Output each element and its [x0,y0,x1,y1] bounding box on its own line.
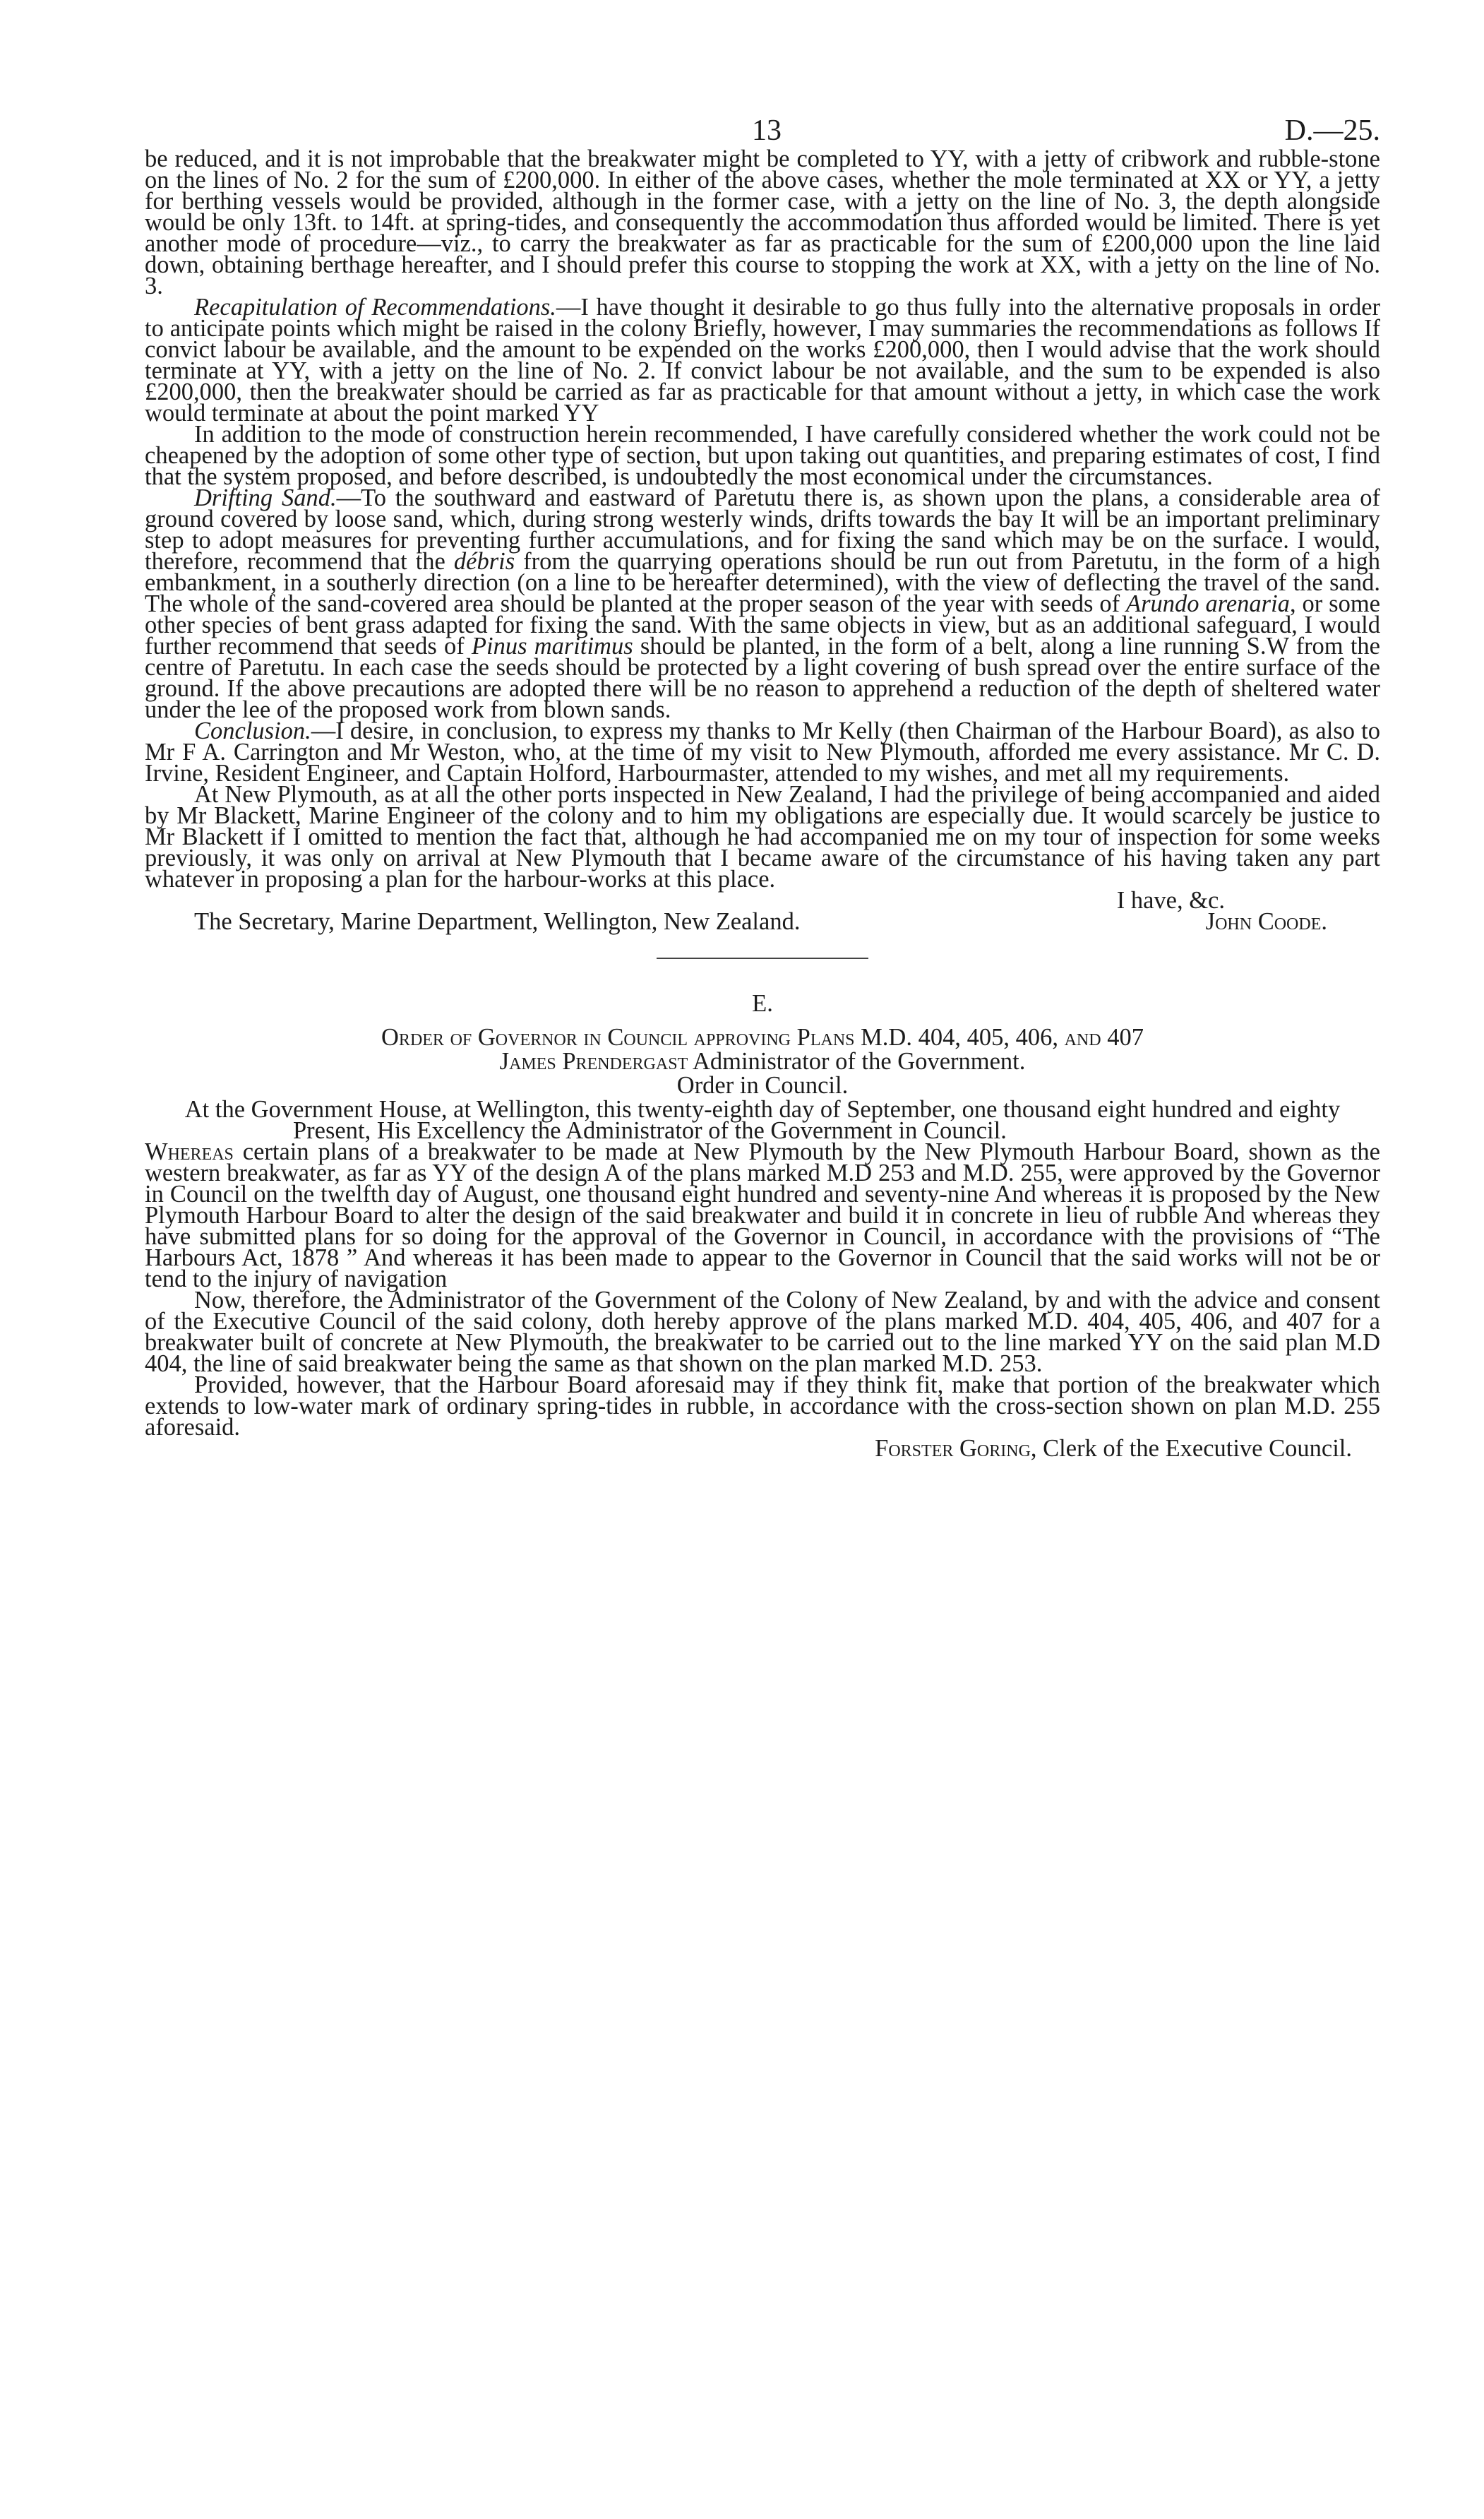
pinus-species: Pinus maritimus [471,633,633,660]
conclusion-paragraph [145,717,1380,787]
drifting-sand-paragraph [145,484,1380,723]
recapitulation-heading: Recapitulation of Recommendations. [194,294,556,321]
administrator-role: Administrator of the Government. [688,1048,1026,1075]
recapitulation-paragraph [145,294,1381,427]
closing-salutation: I have, &c. [1116,887,1225,914]
whereas-text: certain plans of a breakwater to be made at New Plymouth by the New Plymouth Harbour Board, shown as the western breakwater, as far as YY of the design A of the plans marked M.D 253 and M.D. 255, were approved by the Governor in Council on the twelfth day of August, one thousand eight hundred and seventy-nine And whereas it is proposed by the New Plymouth Harbour Board to alter the design of the said breakwater and build it in concrete in lieu of rubble And whereas they have submitted plans for so doing for the approval of the Governor in Council, in accordance with the provisions of “The Harbours Act, 1878 ” And whereas it has been made to appear to the Governor in Council that the said works will not be or tend to the injury of navigation [145,1138,1380,1292]
clerk-title: , Clerk of the Executive Council. [1030,1435,1352,1462]
now-therefore-paragraph: Now, therefore, the Administrator of the Government of the Colony of New Zealand, by and with the advice and consent of the Executive Council of the said colony, doth hereby approve of the plans marked M.D. 404, 405, 406, and 407 for a breakwater built of concrete at New Plymouth, the breakwater to be carried out to the line marked YY on the said plan M.D 404, the line of said breakwater being the same as that shown on the plan marked M.D. 253. [145,1287,1380,1377]
addressee: The Secretary, Marine Department, Wellington, New Zealand. [194,908,801,935]
whereas-paragraph [145,1138,1380,1292]
running-head [145,106,1380,148]
proviso-paragraph: Provided, however, that the Harbour Board aforesaid may if they think fit, make that portion of the breakwater which extends to low-water mark of ordinary spring-tides in rubble, in accordance with the cross-section shown on plan M.D. 255 aforesaid. [145,1371,1380,1441]
new-plymouth-paragraph: At New Plymouth, as at all the other ports inspected in New Zealand, I had the privilege of being accompanied and aided by Mr Blackett, Marine Engineer of the colony and to him my obligations are especially due. It would scarcely be justice to Mr Blackett if I omitted to mention the fact that, although he had accompanied me on my tour of inspection for some weeks previously, it was only on arrival at New Plymouth that I became aware of the circumstance of his having taken any part whatever in proposing a plan for the harbour-works at this place. [145,781,1380,893]
recapitulation-text: —I have thought it desirable to go thus fully into the alternative proposals in order to anticipate points which might be raised in the colony Briefly, however, I may summaries the recommendations as follows If convict labour be available, and the amount to be expended on the works £200,000, then I would advise that the work should terminate at YY, with a jetty on the line of No. 2. If convict labour be not available, and the sum to be expended is also £200,000, then the breakwater should be carried as far as practicable for that amount without a jetty, in which case the work would terminate at about the point marked YY [145,294,1381,427]
arundo-species: Arundo arenaria [1126,590,1290,617]
page-number: 13 [752,114,782,147]
clerk-name: Forster Goring [875,1435,1031,1462]
appendix-letter: E. [752,990,773,1017]
administrator-line [145,1048,1380,1075]
signature-line [145,908,1380,935]
continuation-paragraph: be reduced, and it is not improbable that the breakwater might be completed to YY, with a jetty of cribwork and rubble-stone on the lines of No. 2 for the sum of £200,000. In either of the above cases, whether the mole terminated at XX or YY, a jetty for berthing vessels would be provided, although in the former case, with a jetty on the line of No. 3, the depth alongside would be only 13ft. to 14ft. at spring-tides, and consequently the accommodation thus afforded would be limited. There is yet another mode of procedure—viz., to carry the breakwater as far as practicable for the sum of £200,000 upon the line laid down, obtaining berthage hereafter, and I should prefer this course to stopping the work at XX, with a jetty on the line of No. 3. [145,145,1380,299]
construction-paragraph: In addition to the mode of construction herein recommended, I have carefully considered whether the work could not be cheapened by the adoption of some other type of section, but upon taking out quantities, and preparing estimates of cost, I find that the system proposed, and before described, is undoubtedly the most economical under the circumstances. [145,421,1380,490]
clerk-signature [145,1435,1380,1462]
present-line: Present, His Excellency the Administrator of the Government in Council. [293,1117,1007,1144]
document-reference: D.—25. [1284,114,1380,147]
section-divider [657,958,868,959]
document-page [145,106,1381,1462]
drifting-sand-text-3: , or some other species of bent grass adapted for fixing the sand. With the same objects in view, but as an additional safeguard, I would further recommend that seeds of [145,590,1380,660]
signatory: John Coode. [1205,908,1327,935]
whereas-word: Whereas [145,1138,234,1165]
appendix-title: Order of Governor in Council approving Plans M.D. 404, 405, 406, and 407 [381,1024,1144,1051]
administrator-name: James Prendergast [499,1048,688,1075]
order-heading: Order in Council. [676,1072,849,1099]
place-date-line: At the Government House, at Wellington, this twenty-eighth day of September, one thousand eight hundred and eighty [184,1096,1341,1123]
drifting-sand-heading: Drifting Sand. [194,484,337,511]
debris-term: débris [453,548,515,575]
conclusion-text: —I desire, in conclusion, to express my thanks to Mr Kelly (then Chairman of the Harbour Board), as also to Mr F A. Carrington and Mr Weston, who, at the time of my visit to New Plymouth, afforded me every assistance. Mr C. D. Irvine, Resident Engineer, and Captain Holford, Harbourmaster, attended to my wishes, and met all my requirements. [145,717,1380,787]
conclusion-heading: Conclusion. [194,717,311,744]
drifting-sand-text-2: from the quarrying operations should be run out from Paretutu, in the form of a high embankment, in a southerly direction (on a line to be hereafter determined), with the view of deflecting the travel of the sand. The whole of the sand-covered area should be planted at the proper season of the year with seeds of [145,548,1380,617]
drifting-sand-text-1: —To the southward and eastward of Paretutu there is, as shown upon the plans, a considerable area of ground covered by loose sand, which, during strong westerly winds, drifts towards the bay It will be an important preliminary step to adopt measures for preventing further accumulations, and for fixing the sand which may be on the surface. I would, therefore, recommend that the [145,484,1380,575]
drifting-sand-text-4: should be planted, in the form of a belt, along a line running S.W from the centre of Paretutu. In each case the seeds should be protected by a light covering of bush spread over the entire surface of the ground. If the above precautions are adopted there will be no reason to apprehend a reduction of the depth of sheltered water under the lee of the proposed work from blown sands. [145,633,1380,723]
